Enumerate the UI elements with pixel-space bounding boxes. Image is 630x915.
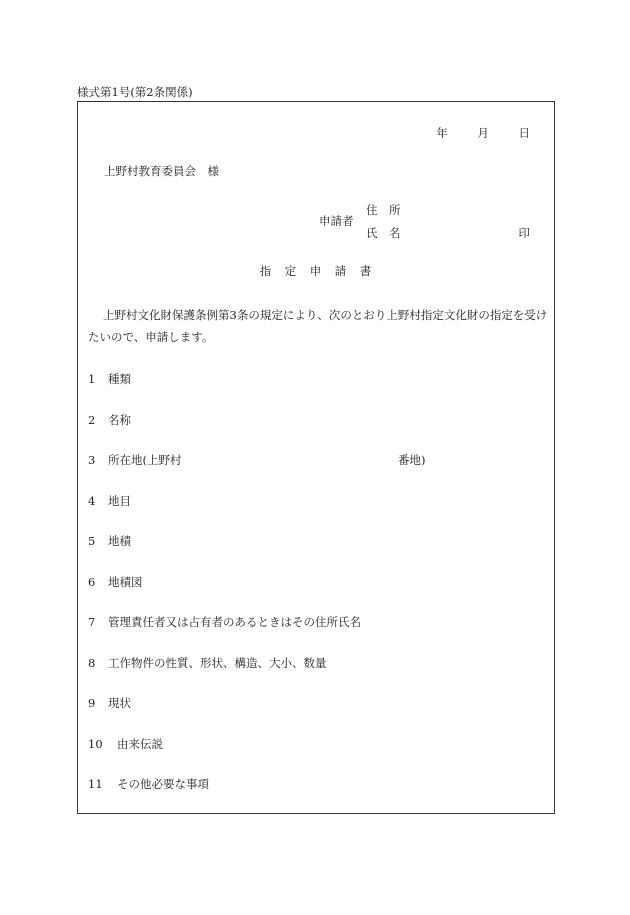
item-land-area: [88, 533, 131, 549]
date-month: 月: [477, 126, 489, 140]
applicant-address-label: 住 所: [366, 203, 401, 217]
item-number: 6: [88, 575, 96, 589]
item-number: 4: [88, 494, 96, 508]
item-structure: [88, 655, 327, 671]
item-label: その他必要な事項: [117, 777, 209, 791]
applicant-name-label: 氏 名: [366, 226, 401, 240]
item-number: 2: [88, 413, 96, 427]
item-label: 由来伝説: [117, 737, 163, 751]
item-label: 現状: [108, 696, 131, 710]
seal-mark: 印: [518, 226, 530, 240]
item-number: 5: [88, 534, 96, 548]
item-origin-legend: [88, 736, 163, 752]
item-label: 所在地(上野村: [108, 453, 182, 467]
item-number: 1: [88, 372, 96, 386]
date-year: 年: [436, 126, 448, 140]
item-label: 地積: [108, 534, 131, 548]
item-number: 11: [88, 777, 103, 791]
addressee: 上野村教育委員会 様: [104, 164, 219, 178]
item-label: 地積図: [108, 575, 143, 589]
item-location: [88, 452, 182, 468]
item-number: 3: [88, 453, 96, 467]
item-land-map: [88, 574, 143, 590]
item-label: 工作物件の性質、形状、構造、大小、数量: [108, 656, 327, 670]
item-current-state: [88, 695, 131, 711]
item-other-matters: [88, 776, 209, 792]
item-number: 7: [88, 615, 96, 629]
item-name: [88, 412, 131, 428]
document-title: 指 定 申 請 書: [259, 264, 373, 278]
item-location-suffix: 番地): [398, 453, 426, 467]
item-land-category: [88, 493, 131, 509]
item-manager: [88, 614, 361, 630]
item-label: 名称: [108, 413, 131, 427]
date-day: 日: [518, 126, 530, 140]
application-form-frame: [77, 101, 555, 814]
item-number: 9: [88, 696, 96, 710]
item-number: 8: [88, 656, 96, 670]
applicant-label: 申請者: [319, 214, 354, 228]
item-label: 地目: [108, 494, 131, 508]
body-paragraph: 上野村文化財保護条例第3条の規定により、次のとおり上野村指定文化財の指定を受けたいので、申請します。: [88, 308, 548, 344]
form-number-label: 様式第1号(第2条関係): [77, 85, 193, 99]
item-type: [88, 371, 131, 387]
item-label: 種類: [108, 372, 131, 386]
date-line: [436, 125, 530, 141]
item-number: 10: [88, 737, 103, 751]
item-label: 管理責任者又は占有者のあるときはその住所氏名: [108, 615, 361, 629]
